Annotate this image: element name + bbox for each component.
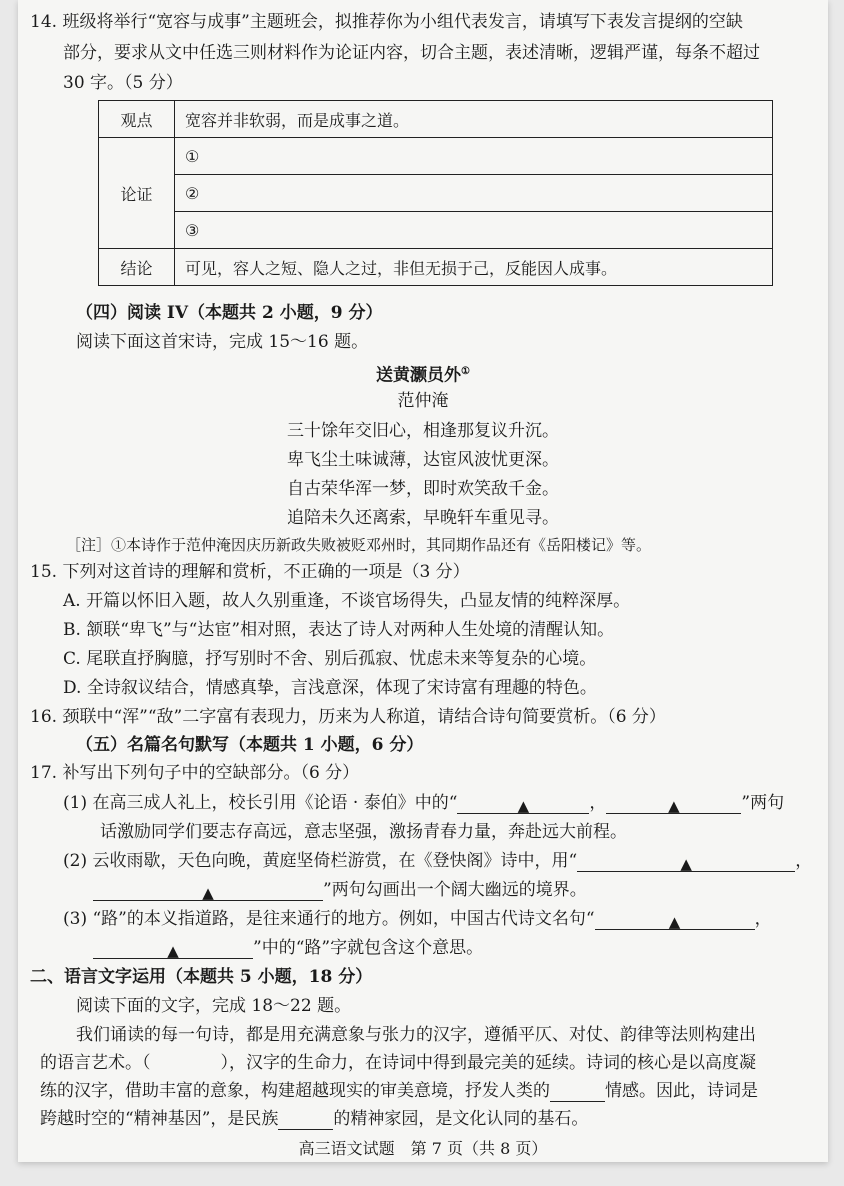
q17-item-3	[63, 908, 772, 930]
q17-3-blank-1[interactable]	[595, 911, 755, 930]
blank-triangle-icon: ▲	[668, 797, 680, 815]
q15-option-c[interactable]: C. 尾联直抒胸臆，抒写别时不舍、别后孤寂、忧虑未来等复杂的心境。	[63, 649, 597, 669]
q17-item-3-line-2	[93, 937, 483, 959]
q17-3-text-b: ”中的“路”字就包含这个意思。	[253, 938, 484, 958]
poem-line-4: 追陪未久还离索，早晚轩车重见寻。	[287, 508, 559, 528]
q15-stem: 15. 下列对这首诗的理解和赏析，不正确的一项是（3 分）	[30, 562, 470, 582]
q17-1-comma: ，	[589, 793, 607, 813]
q14-line-3: 30 字。（5 分）	[63, 73, 183, 93]
poem-title	[18, 361, 828, 387]
part-2-heading: 二、语言文字运用（本题共 5 小题，18 分）	[30, 967, 373, 987]
passage-l2-b: ），汉字的生命力，在诗词中得到最完美的延续。诗词的核心是以高度凝	[220, 1053, 756, 1073]
section-4-intro: 阅读下面这首宋诗，完成 15～16 题。	[76, 332, 369, 352]
q17-item-2	[63, 850, 812, 872]
argument-2[interactable]: ②	[175, 175, 773, 212]
q17-item-1	[63, 792, 784, 814]
passage-blank-2[interactable]	[278, 1111, 333, 1130]
viewpoint-text: 宽容并非软弱，而是成事之道。	[175, 101, 773, 138]
q17-1-text-b: ”两句	[741, 793, 785, 813]
poem-author: 范仲淹	[397, 391, 449, 411]
poem-footnote: ［注］①本诗作于范仲淹因庆历新政失败被贬邓州时，其同期作品还有《岳阳楼记》等。	[66, 536, 652, 554]
q15-option-d[interactable]: D. 全诗叙议结合，情感真挚，言浅意深，体现了宋诗富有理趣的特色。	[63, 678, 597, 698]
passage-l3-a: 练的汉字，借助丰富的意象，构建超越现实的审美意境，抒发人类的	[40, 1081, 550, 1101]
q17-2-blank-1[interactable]	[577, 853, 795, 872]
q14-line-1: 14. 班级将举行“宽容与成事”主题班会，拟推荐你为小组代表发言，请填写下表发言提纲的空缺	[30, 12, 743, 32]
section-4-heading: （四）阅读 IV（本题共 2 小题，9 分）	[76, 303, 383, 323]
blank-triangle-icon: ▲	[167, 942, 179, 960]
part-2-intro: 阅读下面的文字，完成 18～22 题。	[76, 996, 352, 1016]
q17-1-blank-2[interactable]	[606, 795, 741, 814]
q17-item-1-line-2: 话激励同学们要志存高远，意志坚强，激扬青春力量，奔赴远大前程。	[100, 822, 627, 842]
q17-3-blank-2[interactable]	[93, 940, 253, 959]
viewpoint-label: 观点	[99, 101, 175, 138]
q17-item-2-line-2	[93, 879, 587, 901]
passage-line-2	[40, 1052, 756, 1074]
q16-stem: 16. 颈联中“浑”“敌”二字富有表现力，历来为人称道，请结合诗句简要赏析。（6 分）	[30, 707, 666, 727]
conclusion-text: 可见，容人之短、隐人之过，非但无损于己，反能因人成事。	[175, 249, 773, 286]
q17-1-text-a: (1) 在高三成人礼上，校长引用《论语 · 泰伯》中的“	[63, 793, 458, 813]
passage-blank-1[interactable]	[550, 1083, 605, 1102]
q17-2-text-a: (2) 云收雨歇，天色向晚，黄庭坚倚栏游赏，在《登快阁》诗中，用“	[63, 851, 578, 871]
q15-option-a[interactable]: A. 开篇以怀旧入题，故人久别重逢，不谈官场得失，凸显友情的纯粹深厚。	[63, 591, 631, 611]
argument-3[interactable]: ③	[175, 212, 773, 249]
blank-triangle-icon: ▲	[517, 797, 530, 815]
passage-l3-b: 情感。因此，诗词是	[605, 1081, 758, 1101]
passage-line-1: 我们诵读的每一句诗，都是用充满意象与张力的汉字，遵循平仄、对仗、韵律等法则构建出	[76, 1025, 756, 1045]
passage-l4-b: 的精神家园，是文化认同的基石。	[333, 1109, 589, 1129]
passage-l2-a: 的语言艺术。（	[40, 1053, 151, 1073]
q15-option-b[interactable]: B. 颔联“卑飞”与“达宦”相对照，表达了诗人对两种人生处境的清醒认知。	[63, 620, 615, 640]
passage-line-3	[40, 1080, 758, 1102]
q17-2-comma: ，	[795, 851, 813, 871]
page-footer: 高三语文试题 第 7 页（共 8 页）	[298, 1139, 548, 1158]
q14-line-2: 部分，要求从文中任选三则材料作为论证内容，切合主题，表述清晰，逻辑严谨，每条不超过	[63, 43, 760, 63]
exam-page	[18, 0, 828, 1162]
q17-3-comma: ，	[754, 909, 772, 929]
poem-title-note: ①	[461, 366, 470, 377]
q17-1-blank-1[interactable]	[457, 795, 589, 814]
argument-label: 论证	[99, 138, 175, 249]
q17-3-text-a: (3) “路”的本义指道路，是往来通行的地方。例如，中国古代诗文名句“	[63, 909, 595, 929]
poem-line-1: 三十馀年交旧心，相逢那复议升沉。	[287, 421, 559, 441]
passage-l4-a: 跨越时空的“精神基因”，是民族	[40, 1109, 279, 1129]
outline-table	[98, 100, 773, 286]
argument-1[interactable]: ①	[175, 138, 773, 175]
q17-stem: 17. 补写出下列句子中的空缺部分。（6 分）	[30, 763, 360, 783]
q17-2-blank-2[interactable]	[93, 882, 323, 901]
blank-triangle-icon: ▲	[668, 913, 681, 931]
poem-title-text: 送黄灏员外	[376, 365, 462, 386]
poem-line-2: 卑飞尘土味诚薄，达宦风波忧更深。	[287, 450, 559, 470]
poem-line-3: 自古荣华浑一梦，即时欢笑敌千金。	[287, 479, 559, 499]
blank-triangle-icon: ▲	[202, 884, 214, 902]
blank-triangle-icon: ▲	[680, 855, 692, 873]
conclusion-label: 结论	[99, 249, 175, 286]
section-5-heading: （五）名篇名句默写（本题共 1 小题，6 分）	[76, 735, 424, 755]
q17-2-text-b: ”两句勾画出一个阔大幽远的境界。	[323, 880, 587, 900]
passage-line-4	[40, 1108, 588, 1130]
